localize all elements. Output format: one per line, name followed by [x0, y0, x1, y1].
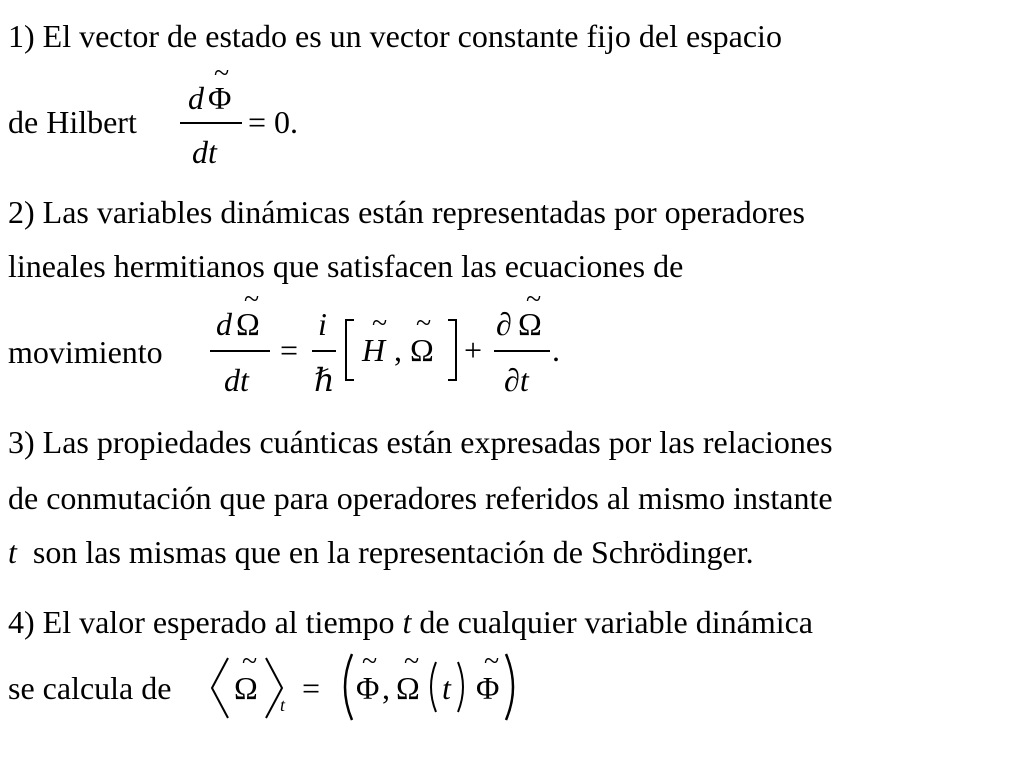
- item1-line1: 1) El vector de estado es un vector constante fijo del espacio: [8, 18, 782, 54]
- tilde-accent: ~: [362, 646, 378, 677]
- eq1-num-d: d: [188, 80, 204, 116]
- eq2-end: .: [552, 332, 560, 368]
- item3-line3: [8, 532, 754, 572]
- item3-var-t: t: [8, 534, 17, 570]
- left-angle-bracket-icon: [206, 656, 232, 720]
- tilde-accent: ~: [484, 646, 500, 677]
- item2-line3-prefix: movimiento: [8, 334, 163, 370]
- eq4-equals: =: [302, 670, 321, 706]
- eq1-num-phi: Φ: [208, 80, 232, 116]
- eq2-coef-den: ℏ: [314, 362, 335, 398]
- eq1-den: dt: [192, 134, 217, 170]
- eq2-lhs-fraction-bar: [210, 350, 270, 352]
- item3-line2: de conmutación que para operadores referidos al mismo instante: [8, 480, 833, 516]
- eq4-t-arg: t: [442, 670, 451, 706]
- left-paren-icon: [338, 652, 354, 722]
- eq4-phi2: Φ: [476, 670, 500, 706]
- tilde-accent: ~: [416, 308, 432, 339]
- item1-line2-prefix: de Hilbert: [8, 104, 137, 140]
- tilde-accent: ~: [242, 646, 258, 677]
- item4-line2-prefix: se calcula de: [8, 670, 172, 706]
- eq2-plus: +: [464, 332, 483, 368]
- eq2-pd-num-omega: Ω: [518, 306, 542, 342]
- eq2-equals: =: [280, 332, 299, 368]
- eq2-pd-den: ∂t: [504, 362, 529, 398]
- right-paren-small-icon: [456, 660, 468, 714]
- eq1-fraction-bar: [180, 122, 242, 124]
- eq1-rhs: = 0.: [248, 104, 299, 140]
- eq2-pd-num-d: ∂: [496, 306, 512, 342]
- eq2-coef-num: i: [318, 306, 327, 342]
- eq2-lhs-den: dt: [224, 362, 249, 398]
- eq4-phi1: Φ: [356, 670, 380, 706]
- eq2-comm-comma: ,: [394, 332, 402, 368]
- tilde-accent: ~: [372, 308, 388, 339]
- item3-line1: 3) Las propiedades cuánticas están expresadas por las relaciones: [8, 424, 833, 460]
- item4-line1-b: de cualquier variable dinámica: [419, 604, 813, 640]
- eq2-lhs-num-d: d: [216, 306, 232, 342]
- tilde-accent: ~: [214, 58, 230, 89]
- tilde-accent: ~: [526, 284, 542, 315]
- left-bracket-icon: [342, 318, 356, 382]
- item4-line1: [8, 602, 813, 642]
- left-paren-small-icon: [426, 660, 438, 714]
- eq2-pd-fraction-bar: [494, 350, 550, 352]
- eq4-avg-omega: Ω: [234, 670, 258, 706]
- eq2-comm-H: H: [362, 332, 386, 368]
- eq4-omega: Ω: [396, 670, 420, 706]
- tilde-accent: ~: [244, 284, 260, 315]
- item2-line1: 2) Las variables dinámicas están representadas por operadores: [8, 194, 805, 230]
- eq4-subscript-t: t: [280, 695, 286, 715]
- eq2-coef-fraction-bar: [312, 350, 336, 352]
- tilde-accent: ~: [404, 646, 420, 677]
- item3-line3-rest: son las mismas que en la representación de Schrödinger.: [32, 534, 754, 570]
- eq2-comm-omega: Ω: [410, 332, 434, 368]
- eq4-comma: ,: [382, 670, 390, 706]
- right-bracket-icon: [446, 318, 460, 382]
- item2-line2: lineales hermitianos que satisfacen las ecuaciones de: [8, 248, 684, 284]
- eq2-lhs-num-omega: Ω: [236, 306, 260, 342]
- item4-line1-a: 4) El valor esperado al tiempo: [8, 604, 395, 640]
- right-paren-icon: [504, 652, 520, 722]
- item4-var-t: t: [402, 604, 412, 640]
